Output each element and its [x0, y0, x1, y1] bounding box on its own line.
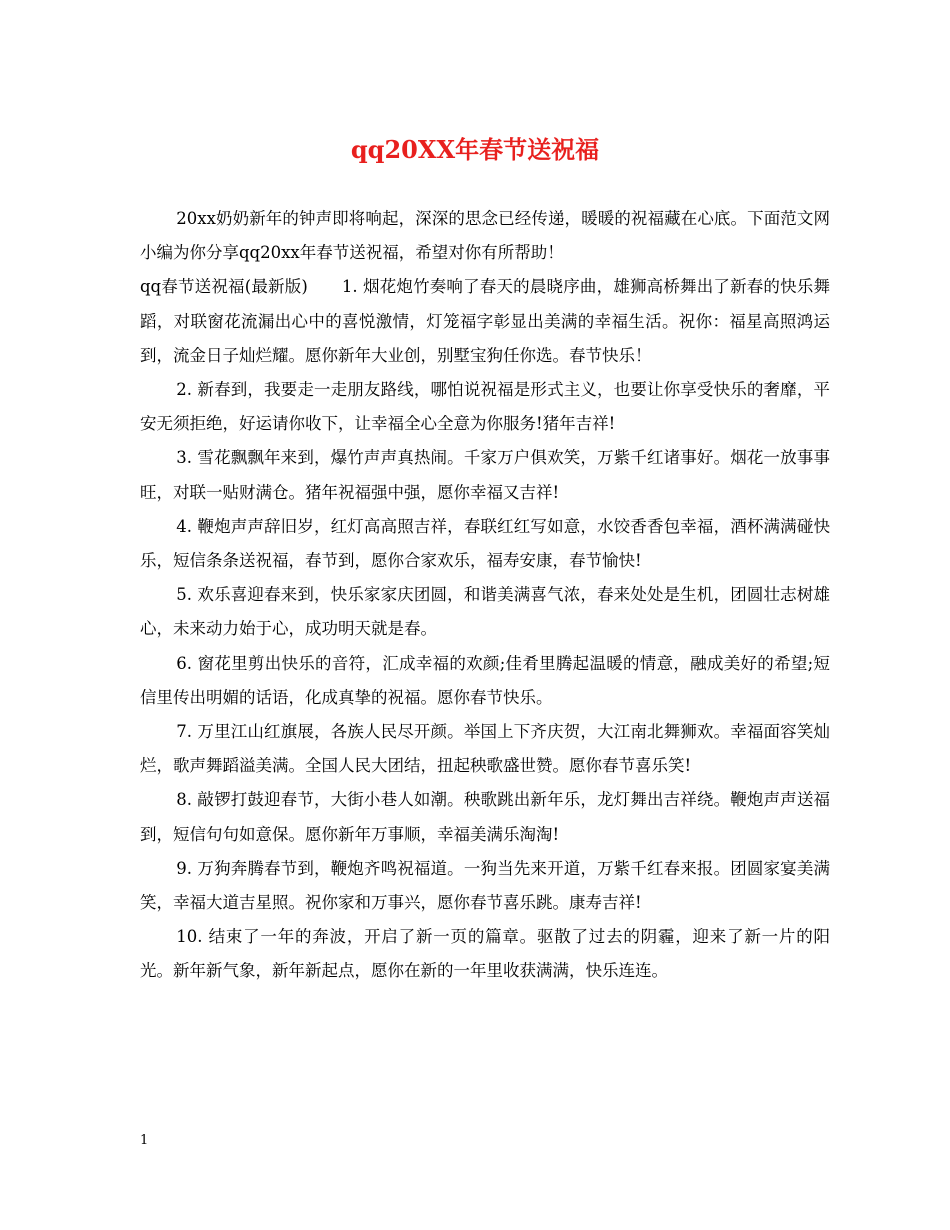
wish-item-10: 10. 结束了一年的奔波，开启了新一页的篇章。驱散了过去的阴霾，迎来了新一片的阳光。新年新气象，新年新起点，愿你在新的一年里收获满满，快乐连连。 — [140, 927, 830, 981]
wish-item-1: 1. 烟花炮竹奏响了春天的晨晓序曲，雄狮高桥舞出了新春的快乐舞蹈，对联窗花流漏出心中的喜悦激情，灯笼福字彰显出美满的幸福生活。祝你：福星高照鸿运到，流金日子灿烂耀。愿你新年大业创，别墅宝狗任你选。春节快乐！ — [140, 277, 830, 365]
section-paragraph — [140, 270, 830, 373]
wish-item-8: 8. 敲锣打鼓迎春节，大街小巷人如潮。秧歌跳出新年乐，龙灯舞出吉祥绕。鞭炮声声送福到，短信句句如意保。愿你新年万事顺，幸福美满乐淘淘! — [140, 790, 830, 844]
section-heading: qq春节送祝福(最新版) — [140, 277, 308, 297]
intro-paragraph: 20xx奶奶新年的钟声即将响起，深深的思念已经传递，暖暖的祝福藏在心底。下面范文网小编为你分享qq20xx年春节送祝福，希望对你有所帮助！ — [140, 209, 830, 263]
wish-item-5: 5. 欢乐喜迎春来到，快乐家家庆团圆，和谐美满喜气浓，春来处处是生机，团圆壮志树雄心，未来动力始于心，成功明天就是春。 — [140, 585, 830, 639]
page-number: 1 — [140, 1133, 149, 1148]
document-title: qq20XX年春节送祝福 — [350, 135, 600, 164]
wish-item-9: 9. 万狗奔腾春节到，鞭炮齐鸣祝福道。一狗当先来开道，万紫千红春来报。团圆家宴美满笑，幸福大道吉星照。祝你家和万事兴，愿你春节喜乐跳。康寿吉祥! — [140, 858, 830, 913]
wish-item-6: 6. 窗花里剪出快乐的音符，汇成幸福的欢颜;佳肴里腾起温暖的情意，融成美好的希望;短信里传出明媚的话语，化成真挚的祝福。愿你春节快乐。 — [140, 653, 830, 707]
wish-item-2: 2. 新春到，我要走一走朋友路线，哪怕说祝福是形式主义，也要让你享受快乐的奢靡，平安无须拒绝，好运请你收下，让幸福全心全意为你服务!猪年吉祥! — [140, 380, 830, 434]
wish-item-3: 3. 雪花飘飘年来到，爆竹声声真热闹。千家万户俱欢笑，万紫千红诸事好。烟花一放事事旺，对联一贴财满仓。猪年祝福强中强，愿你幸福又吉祥! — [140, 448, 830, 502]
wish-item-4: 4. 鞭炮声声辞旧岁，红灯高高照吉祥，春联红红写如意，水饺香香包幸福，酒杯满满碰快乐，短信条条送祝福，春节到，愿你合家欢乐，福寿安康，春节愉快! — [140, 516, 830, 571]
document-body — [140, 202, 830, 989]
wish-item-7: 7. 万里江山红旗展，各族人民尽开颜。举国上下齐庆贺，大江南北舞狮欢。幸福面容笑灿烂，歌声舞蹈溢美满。全国人民大团结，扭起秧歌盛世赞。愿你春节喜乐笑! — [140, 722, 830, 776]
